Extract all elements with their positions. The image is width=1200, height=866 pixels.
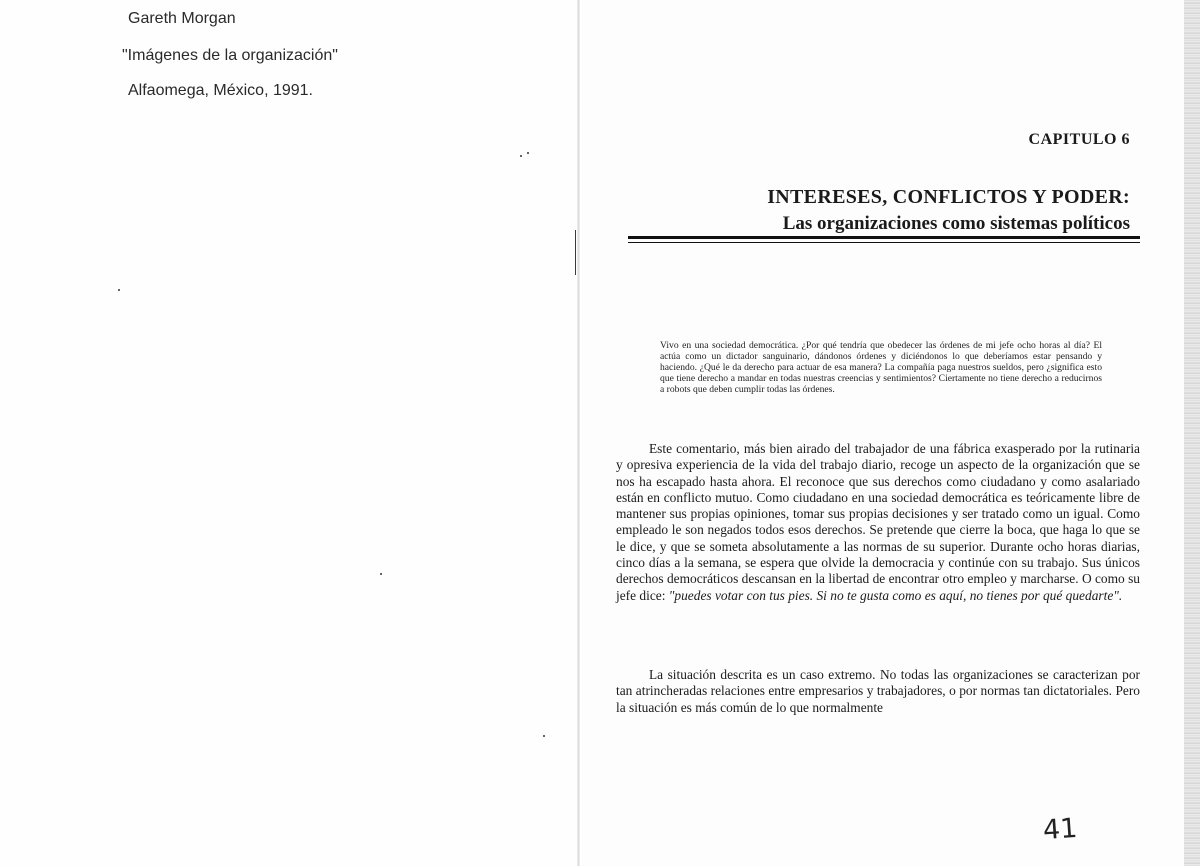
right-page [582, 0, 1200, 866]
left-page [0, 0, 578, 866]
author-name: Gareth Morgan [128, 10, 236, 27]
scan-speck [543, 735, 545, 737]
epigraph-quote: Vivo en una sociedad democrática. ¿Por qué tendría que obedecer las órdenes de mi jefe ocho horas al día? El actúa como un dictador sanguinario, dándonos órdenes y diciéndonos lo que deberíamos estar pensando y haciendo. ¿Qué le da derecho para actuar de esa manera? La compañía paga nuestros sueldos, pero ¿significa esto que tiene derecho a mandar en todas nuestras creencias y sentimientos? Ciertamente no tiene derecho a reducirnos a robots que deben cumplir todas las órdenes. [660, 340, 1102, 395]
chapter-subtitle: Las organizaciones como sistemas políticos [782, 213, 1130, 234]
scan-speck [118, 289, 120, 291]
title-rule-thin [628, 242, 1140, 243]
scan-speck [520, 155, 522, 157]
body-paragraph-2: La situación descrita es un caso extremo. No todas las organizaciones se caracterizan por tan atrincheradas relaciones entre empresarios y trabajadores, o por normas tan dictatoriales. Pero la situación es más común de lo que normalmente [616, 667, 1140, 715]
scan-speck [527, 152, 529, 154]
book-title: "Imágenes de la organización" [122, 47, 338, 64]
body-paragraph-1 [616, 441, 1140, 604]
page-edge-shadow [1184, 0, 1200, 866]
scan-speck [380, 573, 382, 575]
gutter-mark [575, 230, 576, 275]
publisher-info: Alfaomega, México, 1991. [128, 82, 313, 99]
chapter-title: INTERESES, CONFLICTOS Y PODER: [767, 186, 1130, 208]
title-rule-thick [628, 236, 1140, 239]
chapter-label: CAPITULO 6 [1028, 131, 1130, 148]
paragraph-1-text: Este comentario, más bien airado del trabajador de una fábrica exasperado por la rutinaria y opresiva experiencia de la vida del trabajo diario, recoge un aspecto de la organización que se nos ha escapado hasta ahora. El reconoce que sus derechos como ciudadano y como asalariado están en conflicto mutuo. Como ciudadano en una sociedad democrática es teóricamente libre de mantener sus propias opiniones, tomar sus propias decisiones y ser tratado como un igual. Como empleado le son negados todos esos derechos. Se pretende que cierre la boca, que haga lo que se le dice, y que se someta absolutamente a las normas de su superior. Durante ocho horas diarias, cinco días a la semana, se espera que olvide la democracia y continúe con su trabajo. Sus únicos derechos democráticos descansan en la libertad de encontrar otro empleo y marcharse. O como su jefe dice: [616, 441, 1140, 603]
page-number: 41 [1041, 812, 1079, 847]
paragraph-1-quote: "puedes votar con tus pies. Si no te gusta como es aquí, no tienes por qué quedarte". [668, 587, 1123, 603]
book-gutter [577, 0, 580, 866]
